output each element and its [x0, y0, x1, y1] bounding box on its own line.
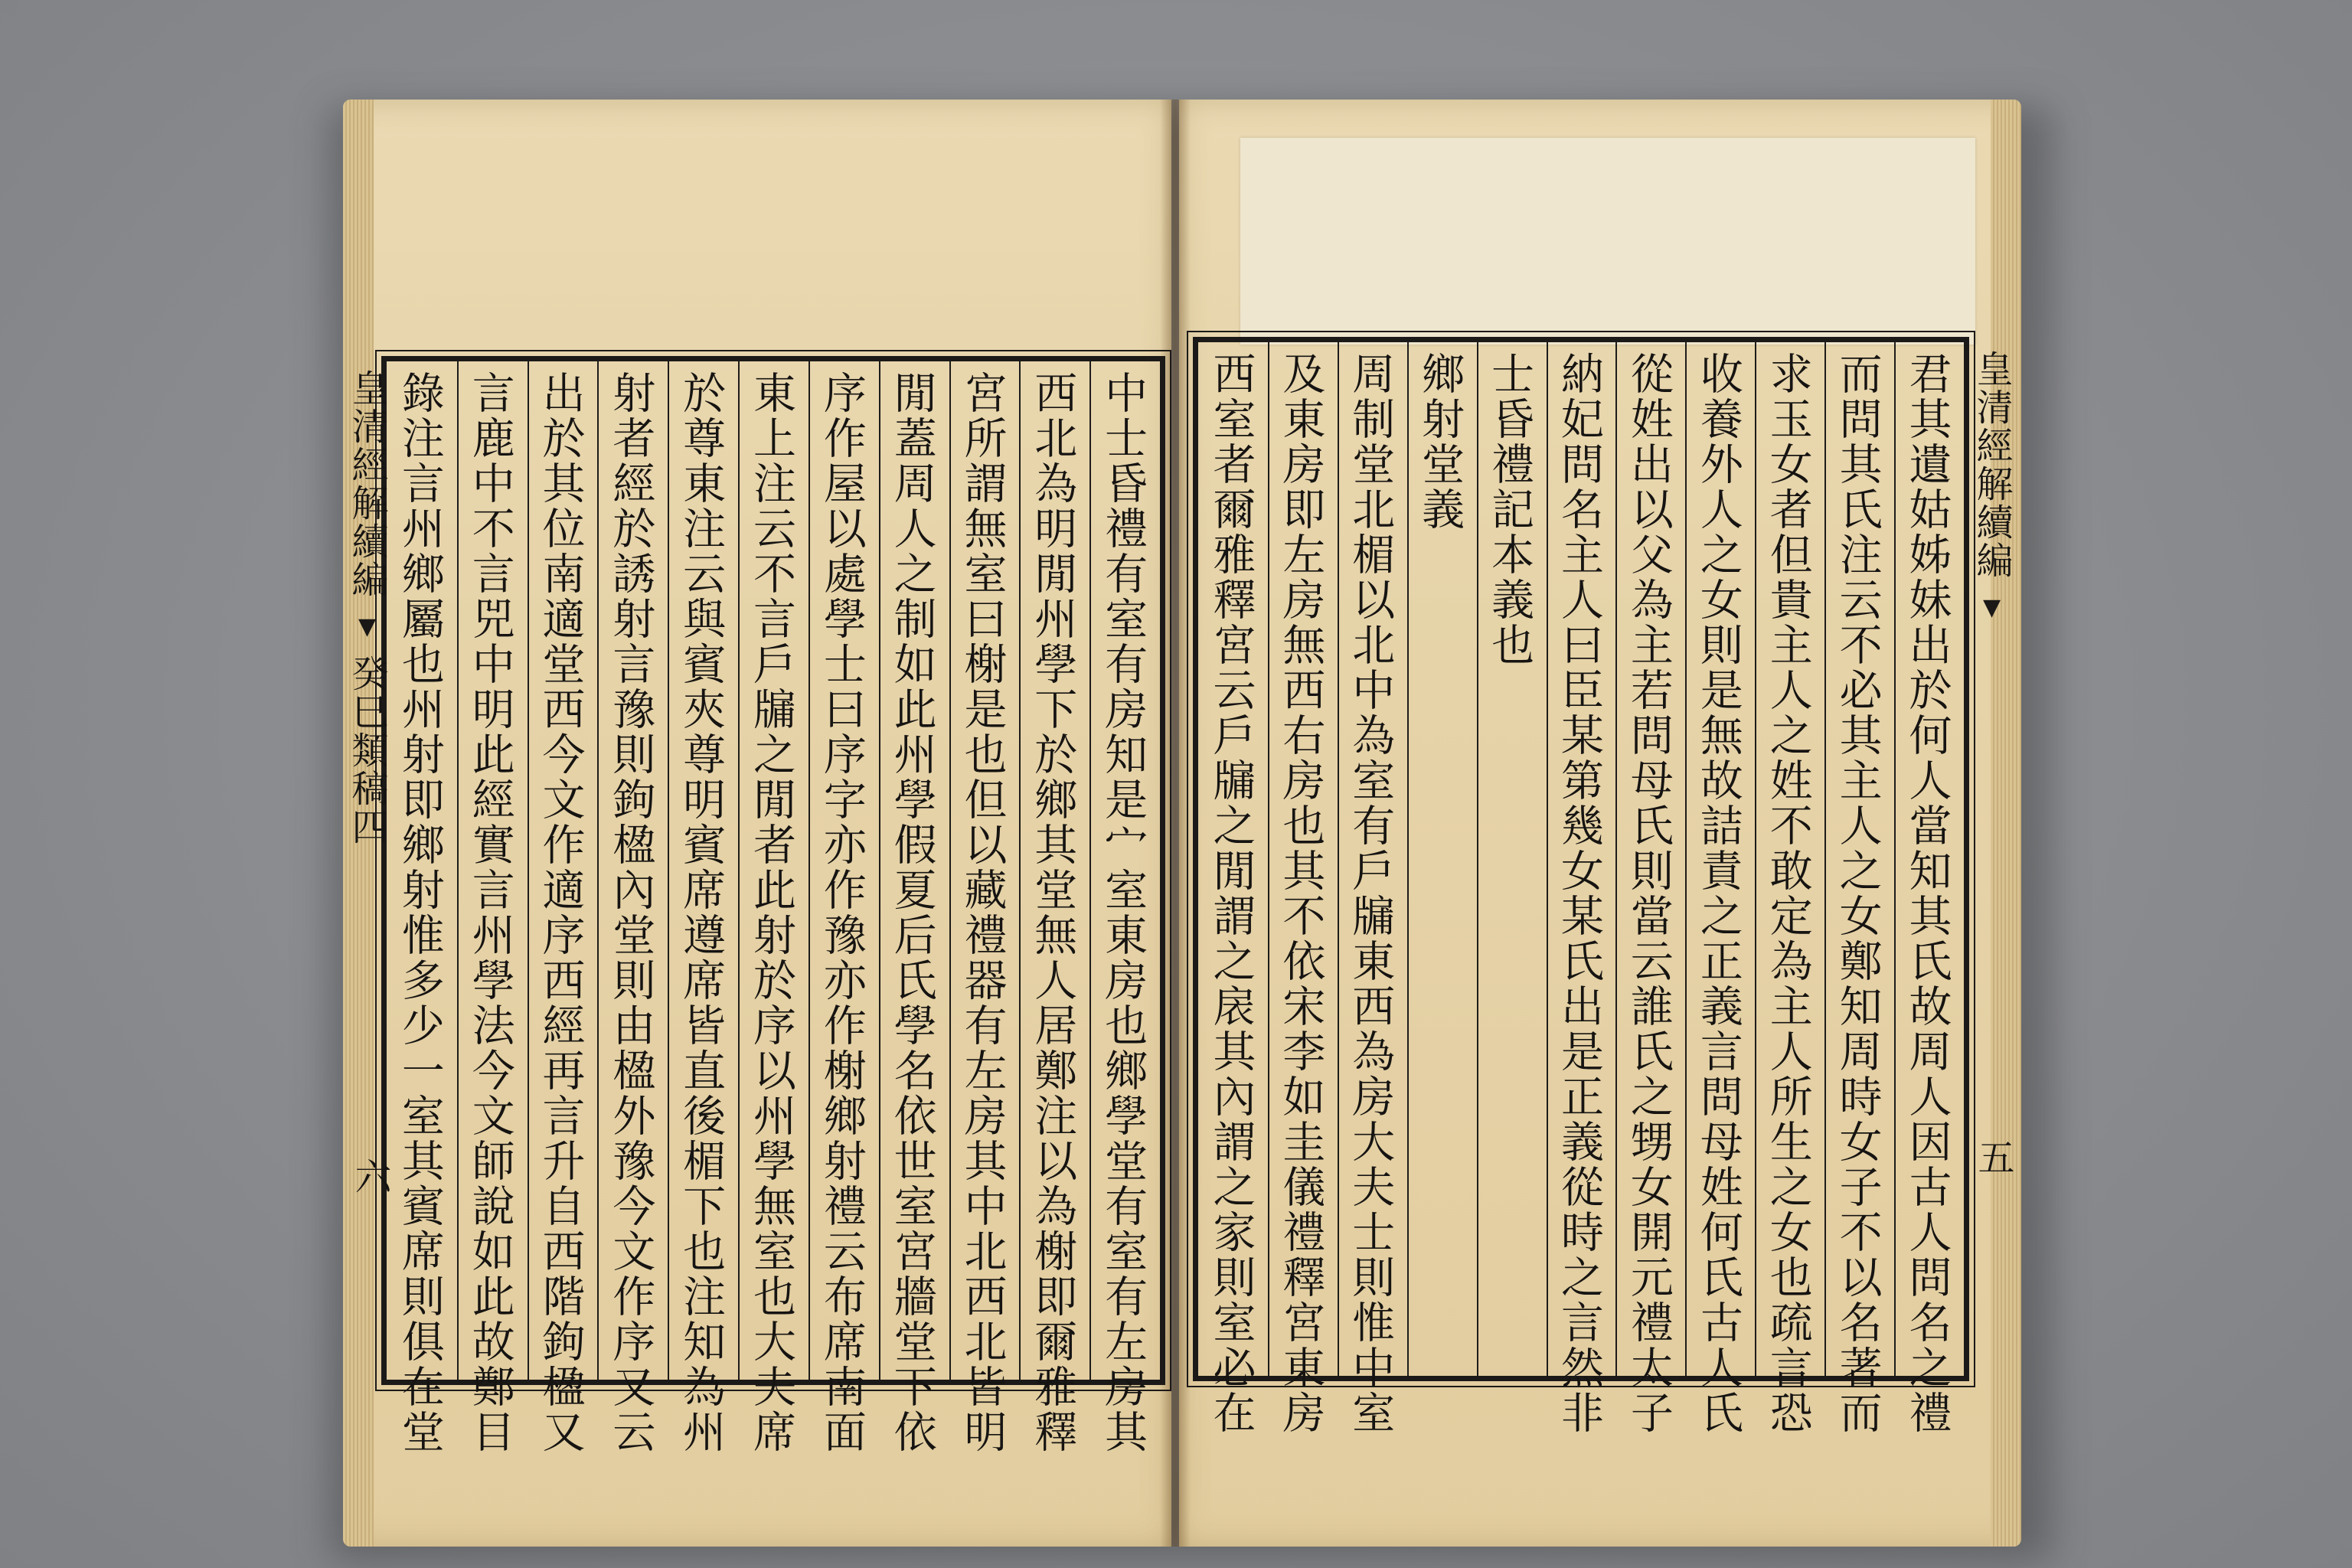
text-column: 序作屋以處學士曰序字亦作豫亦作榭鄉射禮云布席南面 [816, 371, 867, 1455]
text-column: 於尊東注云與賓夾尊明賓席遵席皆直後楣下也注知為州 [676, 371, 727, 1455]
fish-tail-mark: ▼ [1978, 594, 2005, 621]
column-rule [597, 361, 599, 1380]
text-column: 宮所謂無室曰榭是也但以藏禮器有左房其中北西北皆明 [957, 371, 1008, 1455]
column-rule [668, 361, 669, 1380]
column-rule [1547, 342, 1548, 1376]
column-rule [1089, 361, 1091, 1380]
column-rule [1685, 342, 1687, 1376]
text-column: 錄注言州鄉屬也州射即鄉射惟多少一室其賓席則俱在堂 [394, 371, 445, 1455]
text-column: 出於其位南適堂西今文作適序西經再言升自西階鉤楹又 [535, 371, 586, 1455]
left-text-frame [345, 356, 1165, 1455]
column-rule [1824, 342, 1826, 1376]
column-rule [1894, 342, 1896, 1376]
text-column: 言鹿中不言兕中明此經實言州學法今文師說如此故鄭目 [465, 371, 515, 1455]
text-column: 從姓出以父為主若問母氏則當云誰氏之甥女開元禮太子 [1623, 351, 1674, 1436]
fish-tail-mark: ▼ [354, 613, 381, 640]
text-column: 君其遺姑姊妹出於何人當知其氏故周人因古人問名之禮 [1902, 351, 1952, 1436]
paper-repair-patch [1240, 138, 1975, 345]
right-margin-column [1965, 350, 2018, 1353]
text-column: 射者經於誘射言豫則鉤楹內堂則由楹外豫今文作序又云 [606, 371, 656, 1455]
text-column: 東上注云不言戶牖之閒者此射於序以州學無室也大夫席 [746, 371, 796, 1455]
column-rule [879, 361, 880, 1380]
right-margin-title: 皇清經解續編 [1970, 350, 2013, 580]
text-column: 中士昏禮有室有房知是宀室東房也鄉學堂有室有左房其 [1098, 371, 1148, 1455]
text-column: 鄉射堂義 [1415, 351, 1465, 532]
text-column: 及東房即左房無西右房也其不依宋李如圭儀禮釋宮東房 [1276, 351, 1326, 1436]
column-rule [1407, 342, 1409, 1376]
column-rule [1019, 361, 1021, 1380]
left-margin-column [341, 369, 394, 1372]
column-rule [1338, 342, 1339, 1376]
text-column: 納妃問名主人曰臣某第幾女某氏出是正義從時之言然非 [1554, 351, 1604, 1436]
text-column: 而問其氏注云不必其主人之女鄭知周時女子不以名著而 [1832, 351, 1883, 1436]
text-column: 求玉女者但貴主人之姓不敢定為主人所生之女也疏言恐 [1762, 351, 1813, 1436]
text-column: 收養外人之女則是無故詰責之正義言問母姓何氏古人氏 [1693, 351, 1743, 1436]
column-rule [808, 361, 810, 1380]
text-column: 閒蓋周人之制如此州學假夏后氏學名依世室宮牆堂下依 [887, 371, 937, 1455]
column-rule [1615, 342, 1617, 1376]
text-column: 西北為明閒州學下於鄉其堂無人居鄭注以為榭即爾雅釋 [1027, 371, 1078, 1455]
left-margin-title: 皇清經解續編 [345, 369, 388, 599]
right-folio: 五 [1971, 1138, 2014, 1177]
column-rule [1268, 342, 1269, 1376]
column-rule [738, 361, 740, 1380]
column-rule [457, 361, 459, 1380]
column-rule [528, 361, 529, 1380]
text-column: 士昏禮記本義也 [1485, 351, 1535, 668]
text-column: 周制堂北楣以北中為室有戶牖東西為房大夫士則惟中室 [1345, 351, 1396, 1436]
column-rule [1477, 342, 1478, 1376]
text-column: 西室者爾雅釋宮云戶牖之閒謂之扆其內謂之家則室必在 [1206, 351, 1256, 1436]
left-margin-subtitle: 癸巳類稿四 [345, 655, 388, 846]
left-folio: 六 [348, 1158, 391, 1196]
column-rule [1755, 342, 1756, 1376]
column-rule [949, 361, 951, 1380]
right-text-frame [1193, 337, 2014, 1436]
